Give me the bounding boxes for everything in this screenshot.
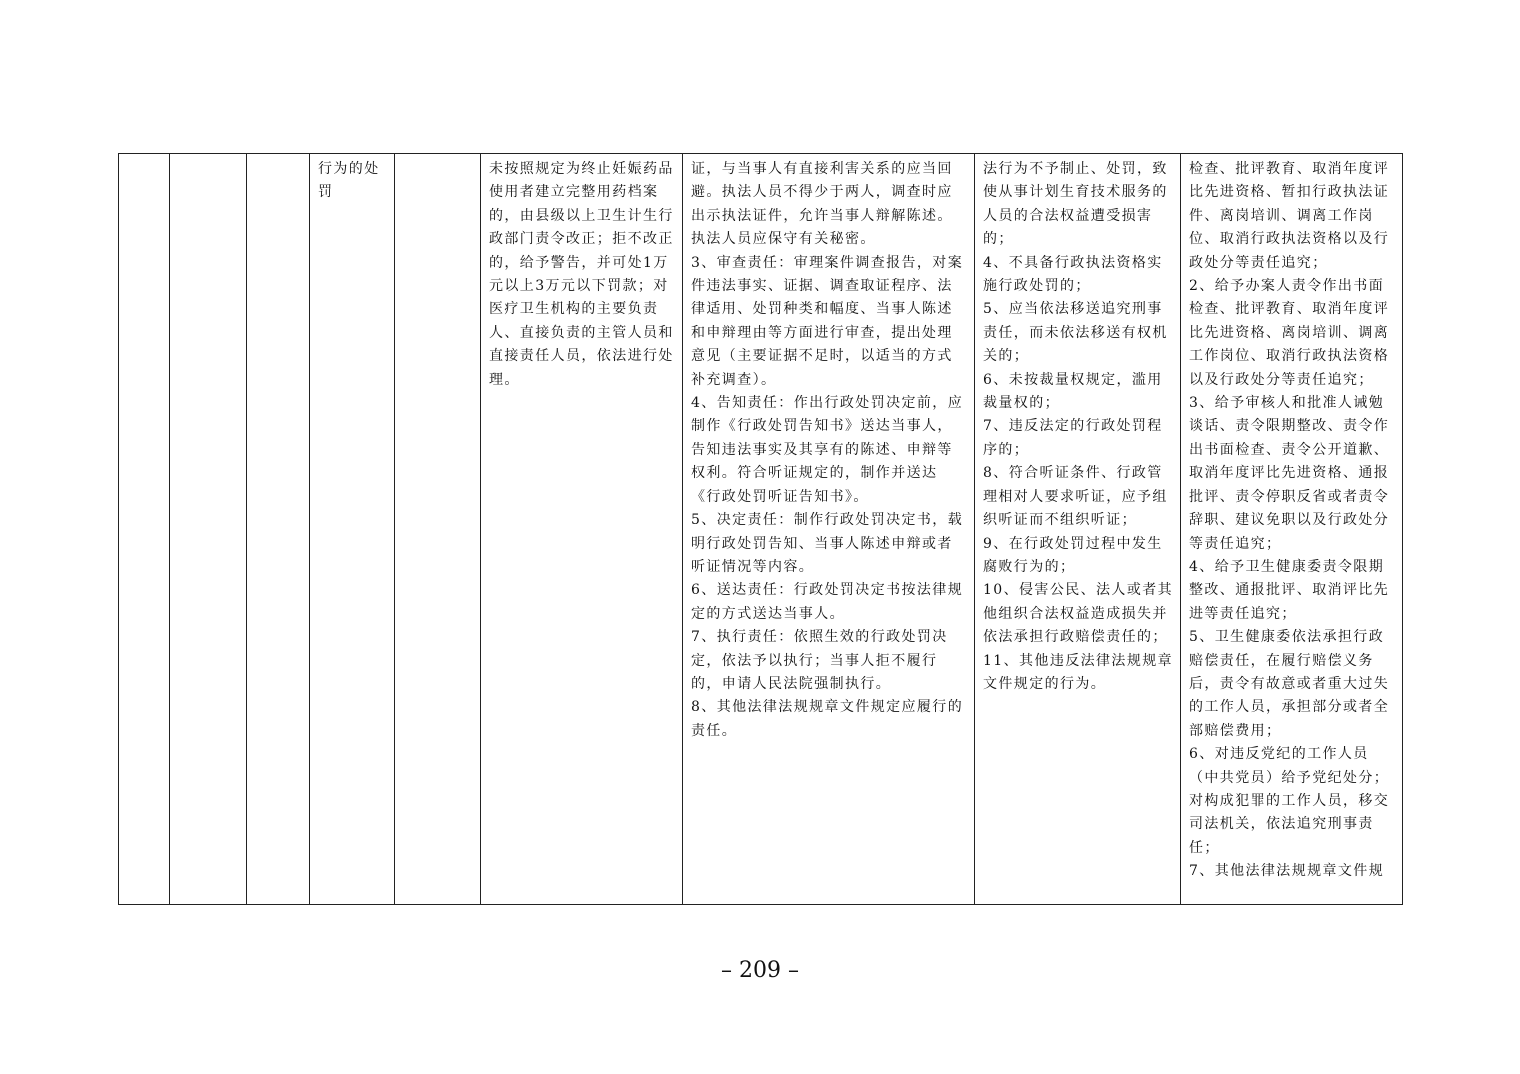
accountability-circumstances-cell: 法行为不予制止、处罚，致使从事计划生育技术服务的人员的合法权益遭受损害的； 4、不具备行政执法资格实施行政处罚的； 5、应当依法移送追究刑事责任，而未依法移送有权机关的； 6、未按裁量权规定，滥用裁量权的； 7、违反法定的行政处罚程序的； 8、符合听证条件、行政管理相对人要求听证，应予组织听证而不组织听证； 9、在行政处罚过程中发生腐败行为的； 10、侵害公民、法人或者其他组织合法权益造成损失并依法承担行政赔偿责任的； 11、其他违反法律法规规章文件规定的行为。	[975, 154, 1181, 905]
responsibility-table	[118, 153, 1403, 905]
item-code-cell	[247, 154, 310, 905]
item-category-cell	[170, 154, 247, 905]
serial-number-cell	[119, 154, 170, 905]
responsibility-items-cell: 证，与当事人有直接利害关系的应当回避。执法人员不得少于两人，调查时应出示执法证件，允许当事人辩解陈述。执法人员应保守有关秘密。 3、审查责任：审理案件调查报告，对案件违法事实、证据、调查取证程序、法律适用、处罚种类和幅度、当事人陈述和申辩理由等方面进行审查，提出处理意见（主要证据不足时，以适当的方式补充调查）。 4、告知责任：作出行政处罚决定前，应制作《行政处罚告知书》送达当事人，告知违法事实及其享有的陈述、申辩等权利。符合听证规定的，制作并送达《行政处罚听证告知书》。 5、决定责任：制作行政处罚决定书，载明行政处罚告知、当事人陈述申辩或者听证情况等内容。 6、送达责任：行政处罚决定书按法律规定的方式送达当事人。 7、执行责任：依照生效的行政处罚决定，依法予以执行；当事人拒不履行的，申请人民法院强制执行。 8、其他法律法规规章文件规定应履行的责任。	[683, 154, 975, 905]
sub-item-cell	[395, 154, 481, 905]
table-row	[119, 154, 1403, 905]
item-name-cell: 行为的处罚	[310, 154, 395, 905]
page-number: – 209 –	[721, 958, 799, 983]
legal-basis-cell: 未按照规定为终止妊娠药品使用者建立完整用药档案的，由县级以上卫生计生行政部门责令改正；拒不改正的，给予警告，并可处1万元以上3万元以下罚款；对医疗卫生机构的主要负责人、直接负责的主管人员和直接责任人员，依法进行处理。	[481, 154, 683, 905]
accountability-methods-cell: 检查、批评教育、取消年度评比先进资格、暂扣行政执法证件、离岗培训、调离工作岗位、取消行政执法资格以及行政处分等责任追究； 2、给予办案人责令作出书面检查、批评教育、取消年度评比先进资格、离岗培训、调离工作岗位、取消行政执法资格以及行政处分等责任追究； 3、给予审核人和批准人诫勉谈话、责令限期整改、责令作出书面检查、责令公开道歉、取消年度评比先进资格、通报批评、责令停职反省或者责令辞职、建议免职以及行政处分等责任追究； 4、给予卫生健康委责令限期整改、通报批评、取消评比先进等责任追究； 5、卫生健康委依法承担行政赔偿责任，在履行赔偿义务后，责令有故意或者重大过失的工作人员，承担部分或者全部赔偿费用； 6、对违反党纪的工作人员（中共党员）给予党纪处分；对构成犯罪的工作人员，移交司法机关，依法追究刑事责任； 7、其他法律法规规章文件规	[1181, 154, 1403, 905]
